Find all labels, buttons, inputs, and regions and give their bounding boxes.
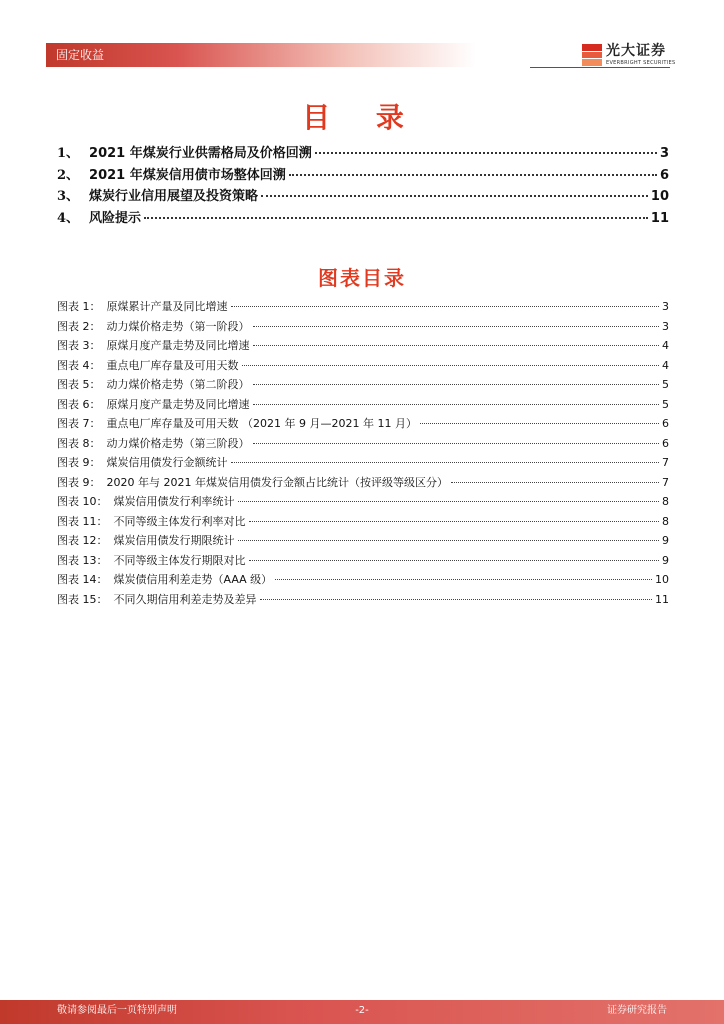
- chart-entry-page: 3: [662, 319, 669, 333]
- toc-entry-page: 10: [650, 189, 669, 204]
- dot-leader: [249, 521, 660, 522]
- chart-entry-title: 煤炭债信用利差走势（AAA 级）: [113, 573, 273, 586]
- dot-leader: [144, 217, 648, 219]
- chart-entry-title: 原煤月度产量走势及同比增速: [106, 397, 250, 411]
- footer-report-type: 证券研究报告: [607, 1005, 667, 1016]
- toc-title: 目 录: [302, 101, 422, 134]
- chart-entry-title: 动力煤价格走势（第二阶段）: [106, 378, 250, 391]
- chart-entry-page: 7: [662, 475, 669, 489]
- chart-entry-title: 煤炭信用债发行利率统计: [113, 495, 235, 508]
- table-of-contents: [57, 142, 669, 228]
- chart-entry-title: 不同等级主体发行期限对比: [113, 553, 246, 567]
- chart-entry-label: 图表 5：: [57, 378, 101, 391]
- toc-entry[interactable]: [57, 164, 669, 186]
- dot-leader: [420, 423, 659, 424]
- chart-entry-label: 图表 7：: [57, 417, 101, 430]
- toc-entry-page: 11: [650, 210, 669, 226]
- company-logo: [582, 42, 674, 68]
- chart-entry-label: 图表 9：: [57, 475, 101, 489]
- chart-entry-page: 4: [662, 339, 669, 352]
- chart-index-entry[interactable]: [57, 513, 669, 533]
- toc-entry-title: 2021 年煤炭信用债市场整体回溯: [89, 167, 286, 183]
- chart-index-entry[interactable]: [57, 435, 669, 455]
- chart-entry-page: 8: [662, 514, 669, 528]
- toc-entry-title: 风险提示: [89, 210, 142, 226]
- chart-entry-title: 不同久期信用利差走势及差异: [113, 592, 257, 606]
- chart-entry-title: 动力煤价格走势（第三阶段）: [106, 436, 250, 450]
- chart-entry-page: 4: [662, 358, 669, 372]
- toc-entry[interactable]: [57, 142, 669, 164]
- dot-leader: [253, 384, 660, 385]
- chart-index-entry[interactable]: [57, 474, 669, 494]
- chart-entry-page: 6: [662, 417, 669, 430]
- toc-entry-number: 3、: [57, 189, 80, 204]
- toc-entry-page: 3: [659, 146, 669, 161]
- dot-leader: [253, 443, 660, 444]
- chart-entry-label: 图表 6：: [57, 397, 101, 411]
- chart-entry-label: 图表 12：: [57, 534, 108, 547]
- dot-leader: [261, 195, 648, 197]
- dot-leader: [275, 579, 652, 580]
- chart-entry-label: 图表 10：: [57, 495, 108, 508]
- dot-leader: [260, 599, 653, 600]
- chart-entry-title: 不同等级主体发行利率对比: [113, 514, 246, 528]
- chart-entry-label: 图表 3：: [57, 339, 101, 352]
- logo-subtext: EVERBRIGHT SECURITIES: [606, 60, 676, 66]
- chart-entry-title: 原煤累计产量及同比增速: [106, 300, 228, 313]
- chart-index-entry[interactable]: [57, 552, 669, 572]
- dot-leader: [238, 540, 660, 541]
- toc-entry-title: 煤炭行业信用展望及投资策略: [89, 189, 259, 204]
- chart-entry-title: 煤炭信用债发行期限统计: [113, 534, 235, 547]
- dot-leader: [289, 174, 657, 176]
- chart-entry-title: 重点电厂库存量及可用天数: [106, 358, 239, 372]
- page-number: -2-: [355, 1005, 369, 1016]
- chart-entry-page: 5: [662, 378, 669, 391]
- chart-entry-label: 图表 15：: [57, 592, 108, 606]
- chart-index-entry[interactable]: [57, 396, 669, 416]
- chart-entry-title: 2020 年与 2021 年煤炭信用债发行金额占比统计（按评级等级区分）: [106, 475, 448, 489]
- chart-index-entry[interactable]: [57, 591, 669, 611]
- chart-index-entry[interactable]: [57, 337, 669, 357]
- chart-entry-title: 动力煤价格走势（第一阶段）: [106, 319, 250, 333]
- dot-leader: [451, 482, 659, 483]
- dot-leader: [231, 462, 660, 463]
- toc-entry-title: 2021 年煤炭行业供需格局及价格回溯: [89, 146, 312, 161]
- logo-text: 光大证券: [606, 43, 666, 59]
- toc-entry-number: 1、: [57, 146, 80, 161]
- chart-entry-label: 图表 13：: [57, 553, 108, 567]
- chart-entry-label: 图表 14：: [57, 573, 108, 586]
- chart-entry-title: 原煤月度产量走势及同比增速: [106, 339, 250, 352]
- dot-leader: [242, 365, 660, 366]
- chart-entry-label: 图表 9：: [57, 456, 101, 469]
- dot-leader: [315, 152, 657, 154]
- chart-index: [57, 298, 669, 610]
- logo-icon: [582, 44, 602, 66]
- chart-entry-page: 7: [662, 456, 669, 469]
- chart-index-entry[interactable]: [57, 571, 669, 591]
- chart-entry-page: 3: [662, 300, 669, 313]
- dot-leader: [253, 404, 660, 405]
- chart-entry-page: 6: [662, 436, 669, 450]
- chart-index-entry[interactable]: [57, 532, 669, 552]
- chart-entry-title: 煤炭信用债发行金额统计: [106, 456, 228, 469]
- toc-entry-page: 6: [659, 167, 669, 183]
- chart-entry-page: 9: [662, 534, 669, 547]
- footer-disclaimer: 敬请参阅最后一页特别声明: [57, 1005, 177, 1016]
- chart-entry-page: 5: [662, 397, 669, 411]
- dot-leader: [253, 345, 660, 346]
- chart-entry-page: 10: [655, 573, 669, 586]
- toc-entry-number: 2、: [57, 167, 80, 183]
- chart-entry-label: 图表 2：: [57, 319, 101, 333]
- chart-index-entry[interactable]: [57, 318, 669, 338]
- chart-entry-label: 图表 11：: [57, 514, 108, 528]
- chart-entry-label: 图表 1：: [57, 300, 101, 313]
- toc-entry-number: 4、: [57, 210, 80, 226]
- chart-index-entry[interactable]: [57, 376, 669, 396]
- chart-index-entry[interactable]: [57, 415, 669, 435]
- footer-bar: [0, 1000, 724, 1024]
- chart-entry-label: 图表 4：: [57, 358, 101, 372]
- chart-entry-page: 11: [655, 592, 669, 606]
- header-bar: [46, 43, 476, 67]
- chart-index-entry[interactable]: [57, 454, 669, 474]
- chart-index-entry[interactable]: [57, 493, 669, 513]
- chart-entry-page: 8: [662, 495, 669, 508]
- section-label: 固定收益: [56, 48, 105, 62]
- chart-index-title: 图表目录: [318, 266, 406, 290]
- chart-entry-label: 图表 8：: [57, 436, 101, 450]
- dot-leader: [238, 501, 660, 502]
- dot-leader: [249, 560, 660, 561]
- dot-leader: [253, 326, 660, 327]
- dot-leader: [231, 306, 660, 307]
- chart-index-entry[interactable]: [57, 298, 669, 318]
- chart-entry-page: 9: [662, 553, 669, 567]
- toc-entry[interactable]: [57, 207, 669, 229]
- chart-entry-title: 重点电厂库存量及可用天数 （2021 年 9 月—2021 年 11 月）: [106, 417, 417, 430]
- toc-entry[interactable]: [57, 185, 669, 207]
- chart-index-entry[interactable]: [57, 357, 669, 377]
